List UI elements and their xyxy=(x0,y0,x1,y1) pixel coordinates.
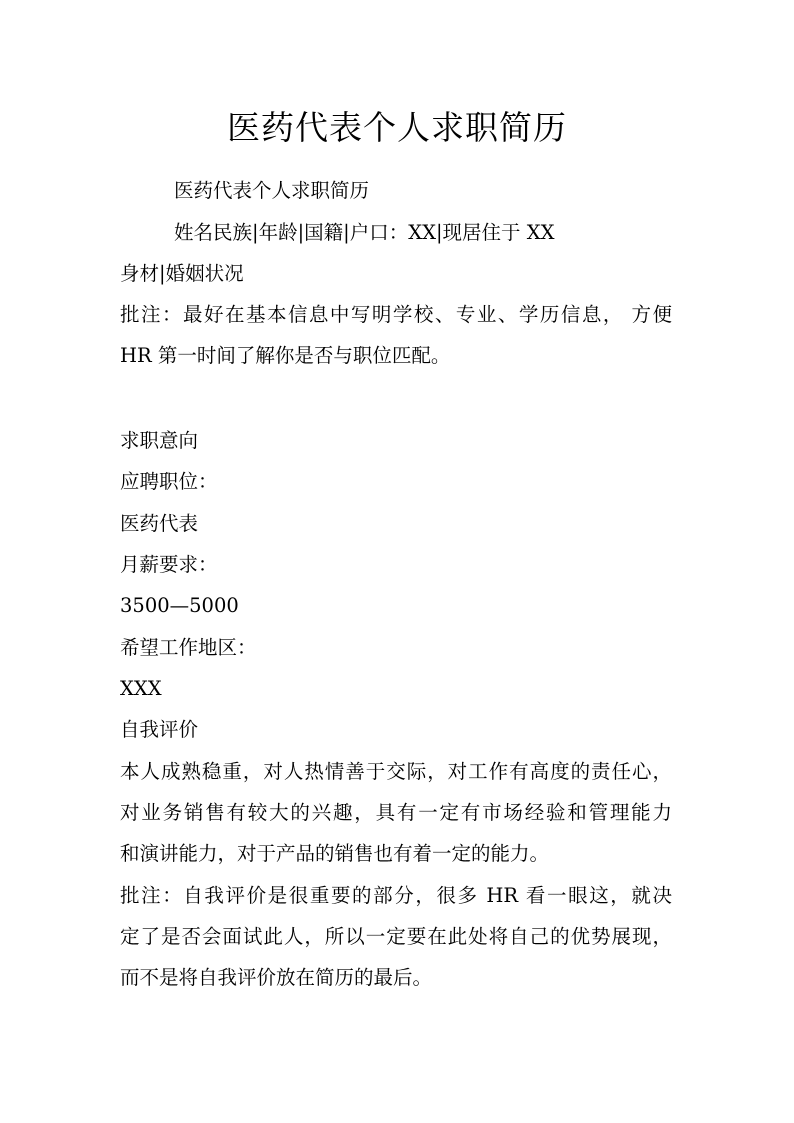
self-evaluation-line-2: 对业务销售有较大的兴趣，具有一定有市场经验和管理能力 xyxy=(120,801,672,824)
note-line-1: 批注：最好在基本信息中写明学校、专业、学历信息， 方便 xyxy=(120,303,672,326)
section-heading-job-intention: 求职意向 xyxy=(120,429,199,452)
note2-line-1: 批注：自我评价是很重要的部分，很多 HR 看一眼这，就决 xyxy=(120,884,672,907)
note-line-2: HR 第一时间了解你是否与职位匹配。 xyxy=(120,344,451,367)
self-evaluation-line-1: 本人成熟稳重，对人热情善于交际，对工作有高度的责任心， xyxy=(120,760,672,783)
basic-info-line-2: 身材|婚姻状况 xyxy=(120,262,244,285)
self-evaluation-line-3: 和演讲能力，对于产品的销售也有着一定的能力。 xyxy=(120,842,550,865)
value-position: 医药代表 xyxy=(120,512,199,535)
value-location: XXX xyxy=(120,677,162,700)
note2-line-3: 而不是将自我评价放在简历的最后。 xyxy=(120,966,433,989)
value-salary: 3500—5000 xyxy=(120,594,239,617)
note2-line-2: 定了是否会面试此人，所以一定要在此处将自己的优势展现， xyxy=(120,925,672,948)
basic-info-line: 姓名民族|年龄|国籍|户口：XX|现居住于 XX xyxy=(174,221,555,244)
label-salary: 月薪要求： xyxy=(120,553,218,576)
subtitle-line: 医药代表个人求职简历 xyxy=(174,179,370,202)
label-location: 希望工作地区： xyxy=(120,636,257,659)
document-title: 医药代表个人求职简历 xyxy=(227,108,567,147)
section-heading-self-evaluation: 自我评价 xyxy=(120,718,199,741)
label-position: 应聘职位： xyxy=(120,470,218,493)
